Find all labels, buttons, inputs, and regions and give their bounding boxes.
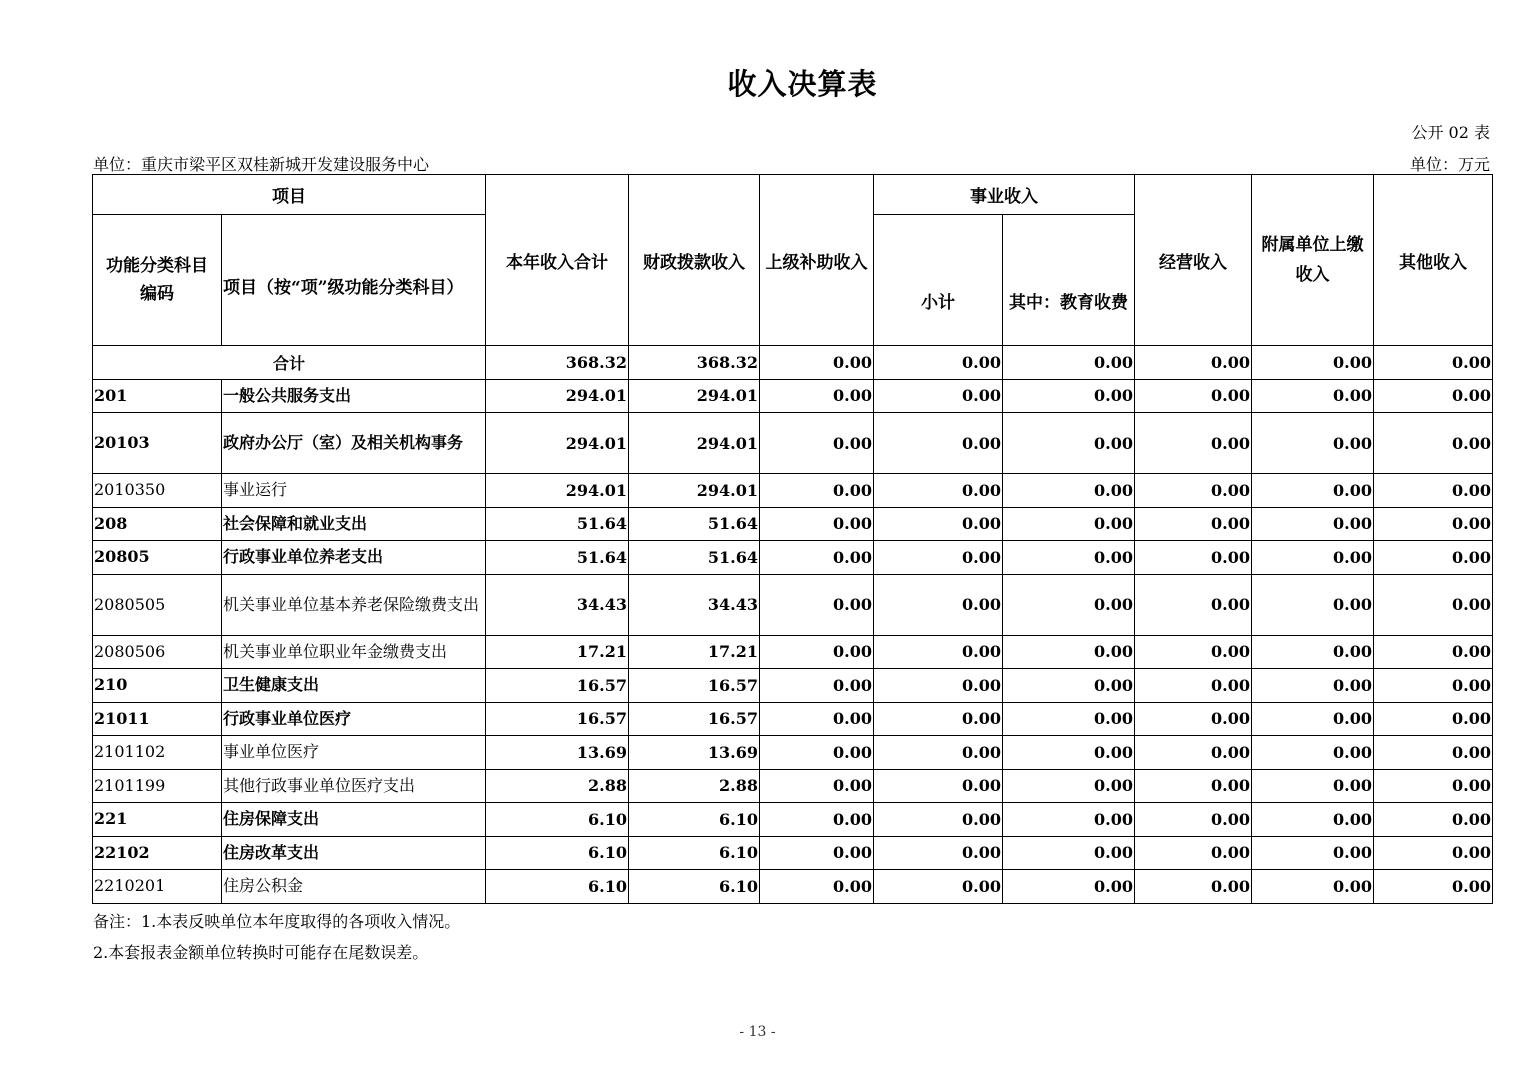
row-value: 0.00 [760, 574, 874, 635]
row-value: 2.88 [629, 769, 760, 803]
row-value: 0.00 [1003, 702, 1135, 736]
row-value: 0.00 [874, 474, 1003, 508]
row-value: 294.01 [486, 413, 629, 474]
row-value: 0.00 [874, 836, 1003, 870]
table-row [93, 507, 1493, 541]
row-value: 0.00 [1374, 635, 1493, 669]
row-value: 0.00 [1252, 702, 1374, 736]
row-value: 6.10 [629, 870, 760, 904]
row-value: 0.00 [1252, 870, 1374, 904]
row-value: 0.00 [1252, 669, 1374, 703]
row-value: 0.00 [874, 507, 1003, 541]
row-value: 6.10 [486, 870, 629, 904]
row-value: 16.57 [486, 702, 629, 736]
row-value: 0.00 [874, 736, 1003, 770]
header-affiliate: 附属单位上缴收入 [1252, 175, 1374, 346]
row-name: 机关事业单位职业年金缴费支出 [222, 635, 486, 669]
row-value: 0.00 [760, 702, 874, 736]
row-value: 0.00 [1374, 413, 1493, 474]
table-row [93, 541, 1493, 575]
row-value: 16.57 [629, 669, 760, 703]
row-name: 事业单位医疗 [222, 736, 486, 770]
row-value: 294.01 [629, 379, 760, 413]
row-value: 0.00 [874, 669, 1003, 703]
total-cell: 0.00 [1252, 346, 1374, 380]
row-value: 13.69 [629, 736, 760, 770]
row-value: 0.00 [1003, 574, 1135, 635]
row-value: 0.00 [874, 635, 1003, 669]
row-code: 201 [93, 379, 222, 413]
table-row [93, 736, 1493, 770]
row-code: 2010350 [93, 474, 222, 508]
table-row [93, 803, 1493, 837]
page-number: - 13 - [739, 1024, 776, 1040]
header-total: 本年收入合计 [486, 175, 629, 346]
header-code: 功能分类科目编码 [93, 215, 222, 346]
row-value: 0.00 [874, 769, 1003, 803]
total-cell: 368.32 [486, 346, 629, 380]
total-cell: 0.00 [760, 346, 874, 380]
row-value: 0.00 [1374, 836, 1493, 870]
row-name: 一般公共服务支出 [222, 379, 486, 413]
row-value: 16.57 [486, 669, 629, 703]
row-value: 0.00 [1135, 803, 1252, 837]
row-value: 0.00 [1003, 379, 1135, 413]
header-fiscal: 财政拨款收入 [629, 175, 760, 346]
row-code: 21011 [93, 702, 222, 736]
row-value: 0.00 [1135, 836, 1252, 870]
table-row [93, 669, 1493, 703]
row-value: 6.10 [629, 803, 760, 837]
table-body [93, 346, 1493, 904]
table-row [93, 474, 1493, 508]
reporting-unit: 单位：重庆市梁平区双桂新城开发建设服务中心 [93, 155, 430, 174]
header-name: 项目（按“项”级功能分类科目） [222, 215, 486, 346]
row-value: 17.21 [629, 635, 760, 669]
row-value: 0.00 [1135, 702, 1252, 736]
row-value: 0.00 [1252, 836, 1374, 870]
table-row [93, 769, 1493, 803]
row-code: 20805 [93, 541, 222, 575]
row-name: 住房公积金 [222, 870, 486, 904]
row-code: 208 [93, 507, 222, 541]
row-name: 政府办公厅（室）及相关机构事务 [222, 413, 486, 474]
row-value: 0.00 [1135, 769, 1252, 803]
total-cell: 368.32 [629, 346, 760, 380]
row-value: 0.00 [760, 669, 874, 703]
row-value: 0.00 [1003, 413, 1135, 474]
row-value: 0.00 [760, 769, 874, 803]
row-value: 13.69 [486, 736, 629, 770]
row-value: 0.00 [760, 413, 874, 474]
row-value: 0.00 [1374, 803, 1493, 837]
row-value: 0.00 [1374, 507, 1493, 541]
row-value: 0.00 [1135, 379, 1252, 413]
row-value: 51.64 [486, 507, 629, 541]
row-value: 0.00 [1252, 507, 1374, 541]
row-value: 0.00 [1135, 669, 1252, 703]
row-value: 0.00 [1374, 541, 1493, 575]
row-value: 0.00 [760, 379, 874, 413]
row-value: 6.10 [629, 836, 760, 870]
total-label: 合计 [93, 346, 486, 380]
row-value: 0.00 [1374, 669, 1493, 703]
row-value: 0.00 [1003, 507, 1135, 541]
income-table [92, 174, 1493, 904]
header-superior: 上级补助收入 [760, 175, 874, 346]
row-name: 住房保障支出 [222, 803, 486, 837]
table-row [93, 574, 1493, 635]
row-value: 0.00 [1374, 702, 1493, 736]
header-other: 其他收入 [1374, 175, 1493, 346]
row-value: 0.00 [760, 474, 874, 508]
row-value: 0.00 [1374, 379, 1493, 413]
total-cell: 0.00 [1003, 346, 1135, 380]
table-row [93, 413, 1493, 474]
row-value: 0.00 [1374, 474, 1493, 508]
row-code: 2101199 [93, 769, 222, 803]
row-value: 0.00 [760, 507, 874, 541]
row-value: 0.00 [1135, 635, 1252, 669]
row-value: 0.00 [760, 541, 874, 575]
row-value: 0.00 [760, 736, 874, 770]
header-project: 项目 [93, 175, 486, 215]
row-value: 0.00 [874, 413, 1003, 474]
row-code: 2210201 [93, 870, 222, 904]
header-subtotal: 小计 [874, 215, 1003, 346]
row-value: 0.00 [760, 635, 874, 669]
row-value: 0.00 [760, 836, 874, 870]
row-value: 0.00 [874, 702, 1003, 736]
row-name: 其他行政事业单位医疗支出 [222, 769, 486, 803]
row-value: 17.21 [486, 635, 629, 669]
row-value: 0.00 [874, 870, 1003, 904]
row-name: 事业运行 [222, 474, 486, 508]
row-value: 0.00 [1135, 413, 1252, 474]
total-cell: 0.00 [874, 346, 1003, 380]
row-value: 2.88 [486, 769, 629, 803]
total-cell: 0.00 [1374, 346, 1493, 380]
note-line-2: 2.本套报表金额单位转换时可能存在尾数误差。 [93, 943, 429, 962]
row-name: 住房改革支出 [222, 836, 486, 870]
form-number: 公开 02 表 [1411, 123, 1490, 142]
row-value: 0.00 [1135, 574, 1252, 635]
row-value: 0.00 [1252, 474, 1374, 508]
row-value: 6.10 [486, 803, 629, 837]
row-value: 0.00 [760, 803, 874, 837]
row-value: 0.00 [1003, 769, 1135, 803]
row-value: 0.00 [1135, 870, 1252, 904]
row-value: 0.00 [1003, 635, 1135, 669]
row-value: 0.00 [1003, 803, 1135, 837]
row-code: 2080506 [93, 635, 222, 669]
table-row [93, 836, 1493, 870]
row-name: 社会保障和就业支出 [222, 507, 486, 541]
total-cell: 0.00 [1135, 346, 1252, 380]
row-value: 51.64 [486, 541, 629, 575]
row-value: 0.00 [874, 541, 1003, 575]
row-code: 2080505 [93, 574, 222, 635]
row-value: 0.00 [1135, 507, 1252, 541]
row-value: 0.00 [1003, 870, 1135, 904]
row-code: 22102 [93, 836, 222, 870]
row-value: 0.00 [1374, 769, 1493, 803]
row-name: 行政事业单位医疗 [222, 702, 486, 736]
row-value: 6.10 [486, 836, 629, 870]
row-value: 16.57 [629, 702, 760, 736]
row-value: 0.00 [1003, 736, 1135, 770]
page-title: 收入决算表 [727, 67, 878, 101]
row-code: 2101102 [93, 736, 222, 770]
table-row [93, 635, 1493, 669]
row-value: 0.00 [1252, 574, 1374, 635]
currency-unit: 单位：万元 [1409, 155, 1490, 174]
row-value: 0.00 [1135, 736, 1252, 770]
note-line-1: 备注：1.本表反映单位本年度取得的各项收入情况。 [93, 912, 461, 931]
row-value: 34.43 [486, 574, 629, 635]
row-value: 0.00 [1374, 870, 1493, 904]
header-operating: 经营收入 [1135, 175, 1252, 346]
row-value: 0.00 [1135, 474, 1252, 508]
row-value: 0.00 [1252, 769, 1374, 803]
row-value: 51.64 [629, 541, 760, 575]
row-value: 294.01 [486, 474, 629, 508]
table-row [93, 379, 1493, 413]
row-value: 0.00 [1252, 736, 1374, 770]
row-value: 0.00 [1252, 379, 1374, 413]
row-value: 294.01 [629, 474, 760, 508]
row-value: 0.00 [1374, 574, 1493, 635]
row-value: 0.00 [1003, 836, 1135, 870]
row-name: 机关事业单位基本养老保险缴费支出 [222, 574, 486, 635]
row-value: 0.00 [1252, 541, 1374, 575]
row-code: 20103 [93, 413, 222, 474]
row-value: 0.00 [1252, 413, 1374, 474]
row-value: 294.01 [629, 413, 760, 474]
row-value: 0.00 [874, 803, 1003, 837]
total-row [93, 346, 1493, 380]
row-value: 34.43 [629, 574, 760, 635]
row-value: 0.00 [1003, 541, 1135, 575]
row-code: 210 [93, 669, 222, 703]
row-code: 221 [93, 803, 222, 837]
header-business-group: 事业收入 [874, 175, 1135, 215]
row-value: 0.00 [874, 379, 1003, 413]
row-value: 294.01 [486, 379, 629, 413]
table-row [93, 870, 1493, 904]
table-row [93, 702, 1493, 736]
row-value: 0.00 [1003, 669, 1135, 703]
header-education: 其中：教育收费 [1003, 215, 1135, 346]
row-value: 0.00 [1252, 635, 1374, 669]
row-value: 0.00 [1135, 541, 1252, 575]
row-value: 0.00 [1252, 803, 1374, 837]
row-value: 0.00 [1374, 736, 1493, 770]
row-name: 行政事业单位养老支出 [222, 541, 486, 575]
row-value: 0.00 [874, 574, 1003, 635]
row-value: 0.00 [1003, 474, 1135, 508]
row-name: 卫生健康支出 [222, 669, 486, 703]
row-value: 0.00 [760, 870, 874, 904]
row-value: 51.64 [629, 507, 760, 541]
